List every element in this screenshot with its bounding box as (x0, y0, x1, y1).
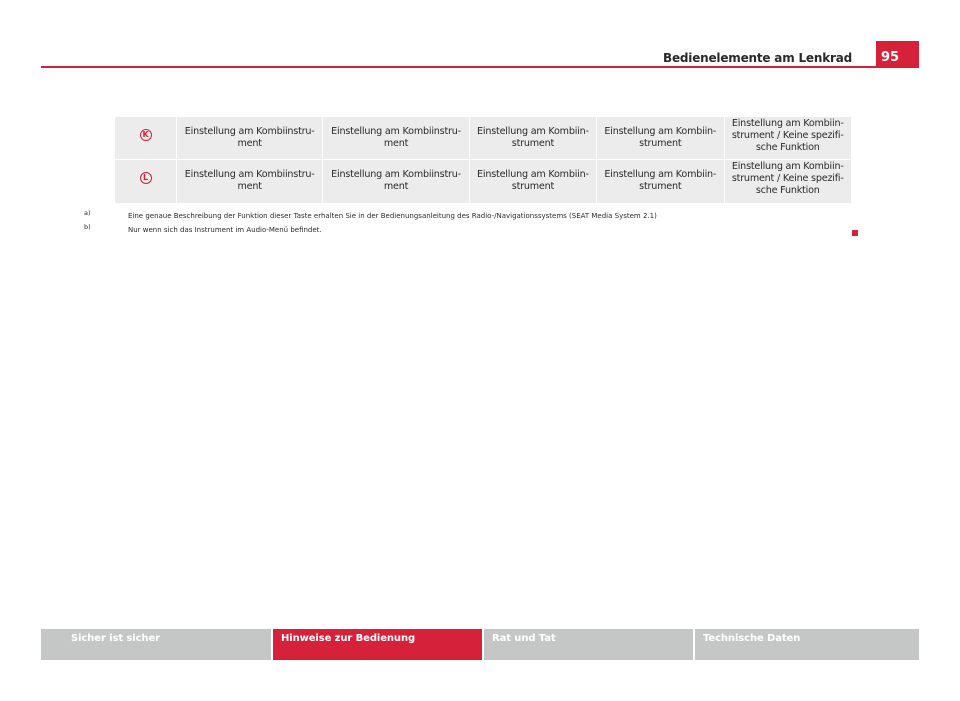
table-cell: Einstellung am Kombiin- strument (469, 117, 596, 160)
key-l-icon: L (140, 172, 152, 184)
table-row (115, 117, 852, 160)
table-cell: Einstellung am Kombiin- strument (469, 160, 596, 204)
key-cell (115, 160, 177, 204)
table-cell: Einstellung am Kombiin- strument (597, 117, 724, 160)
footnote-text-b: Nur wenn sich das Instrument im Audio-Menü befindet. (128, 226, 322, 234)
table-cell: Einstellung am Kombiinstru- ment (177, 117, 323, 160)
controls-table (114, 116, 852, 204)
footer-nav (41, 629, 919, 660)
table-cell: Einstellung am Kombiin- strument / Keine spezifi- sche Funktion (724, 160, 852, 204)
table-cell: Einstellung am Kombiinstru- ment (177, 160, 323, 204)
footnote-text-a: Eine genaue Beschreibung der Funktion dieser Taste erhalten Sie in der Bedienungsanleitung des Radio-/Navigationssystems (SEAT Media System 2.1) (128, 212, 657, 220)
page-number-badge: 95 (876, 41, 919, 68)
header-rule (41, 66, 919, 68)
key-k-icon: K (140, 129, 152, 141)
table-row (115, 160, 852, 204)
key-cell (115, 117, 177, 160)
footnote-mark-b: b) (84, 223, 91, 231)
footnote-mark-a: a) (84, 209, 91, 217)
table-cell: Einstellung am Kombiin- strument (597, 160, 724, 204)
page-header-title: Bedienelemente am Lenkrad (663, 51, 852, 65)
footer-tab-sicher[interactable]: Sicher ist sicher (41, 629, 271, 660)
section-end-marker (852, 230, 858, 236)
table-cell: Einstellung am Kombiinstru- ment (323, 117, 469, 160)
table-cell: Einstellung am Kombiinstru- ment (323, 160, 469, 204)
footer-tab-technische-daten[interactable]: Technische Daten (695, 629, 919, 660)
footer-tab-hinweise[interactable]: Hinweise zur Bedienung (273, 629, 482, 660)
footer-tab-rat[interactable]: Rat und Tat (484, 629, 693, 660)
table-cell: Einstellung am Kombiin- strument / Keine spezifi- sche Funktion (724, 117, 852, 160)
